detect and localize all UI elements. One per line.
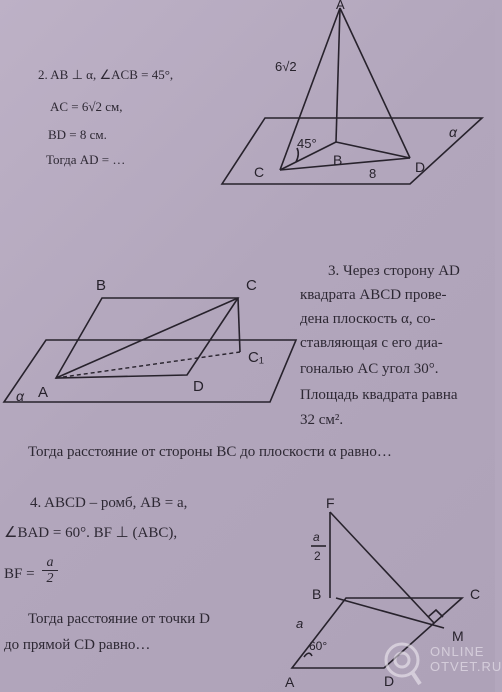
point-m-label: M	[452, 628, 464, 644]
problem4-given-2: ∠BAD = 60°. BF ⊥ (ABC),	[4, 525, 178, 541]
point-c-label: C	[246, 277, 257, 294]
problem3-line: Площадь квадрата равна	[300, 387, 458, 403]
point-d-label: D	[384, 673, 395, 689]
watermark	[382, 640, 502, 688]
fraction-numerator: a	[42, 555, 58, 571]
point-a-label: A	[336, 0, 345, 12]
problem4-question-1: Тогда расстояние от точки D	[28, 611, 210, 627]
problem3-line: гональю AC угол 30°.	[300, 361, 439, 377]
point-b-label: B	[333, 152, 343, 168]
angle-arc	[304, 653, 312, 657]
watermark-line1: ONLINE	[430, 644, 485, 659]
watermark-line2: OTVET.RU	[430, 659, 502, 674]
problem2-given-1: 2. AB ⊥ α, ∠ACB = 45°,	[38, 67, 174, 82]
figure-problem2	[222, 0, 482, 184]
watermark-text	[430, 644, 502, 674]
problem4-given-1: 4. ABCD – ромб, AB = a,	[30, 495, 188, 511]
point-d-label: D	[415, 159, 426, 175]
problem3-line: ставляющая с его диа-	[300, 335, 443, 351]
point-a-label: A	[38, 384, 49, 401]
watermark-logo-icon	[382, 640, 426, 688]
point-a-label: A	[285, 674, 295, 690]
point-b-label: B	[96, 277, 107, 294]
problem3-line: квадрата ABCD прове-	[300, 287, 447, 303]
angle-45-label: 45°	[297, 136, 317, 151]
segment-ad	[340, 8, 410, 158]
point-c1-label: C₁	[248, 349, 264, 366]
segment-bd	[336, 142, 410, 158]
problem4-bf-prefix: BF =	[4, 566, 35, 582]
plane-alpha-label: α	[449, 124, 457, 140]
angle-60-label: 60°	[309, 639, 328, 653]
problem2-given-3: BD = 8 см.	[48, 127, 107, 142]
point-c-label: C	[254, 164, 265, 180]
segment-ab	[336, 8, 340, 142]
side-ab-label: a	[296, 616, 304, 631]
point-d-label: D	[193, 378, 204, 395]
segment-bm	[336, 598, 444, 628]
problem3-line: дена плоскость α, со-	[300, 311, 436, 327]
point-f-label: F	[326, 495, 335, 511]
side-ac-label: 6√2	[275, 59, 297, 74]
perpendicular-cc1	[238, 298, 240, 352]
problem3-conclusion: Тогда расстояние от стороны BC до плоскости α равно…	[28, 444, 392, 460]
segment-bd-label: 8	[369, 166, 377, 181]
segment-fm	[330, 512, 434, 623]
right-angle-mark	[428, 610, 443, 617]
plane-alpha-label: α	[16, 388, 24, 404]
problem3-line: 32 см².	[300, 412, 344, 428]
problem2-given-2: AC = 6√2 см,	[50, 99, 123, 114]
problem2-question: Тогда AD = …	[46, 152, 126, 167]
problem3-line: 3. Через сторону AD	[328, 263, 460, 279]
problem4-question-2: до прямой CD равно…	[4, 637, 151, 653]
bf-fraction-num: a	[313, 530, 320, 544]
fraction-denominator: 2	[46, 571, 54, 586]
bf-fraction-den: 2	[314, 549, 321, 563]
point-c-label: C	[470, 586, 481, 602]
figure-problem3	[4, 277, 296, 404]
point-b-label: B	[312, 586, 322, 602]
